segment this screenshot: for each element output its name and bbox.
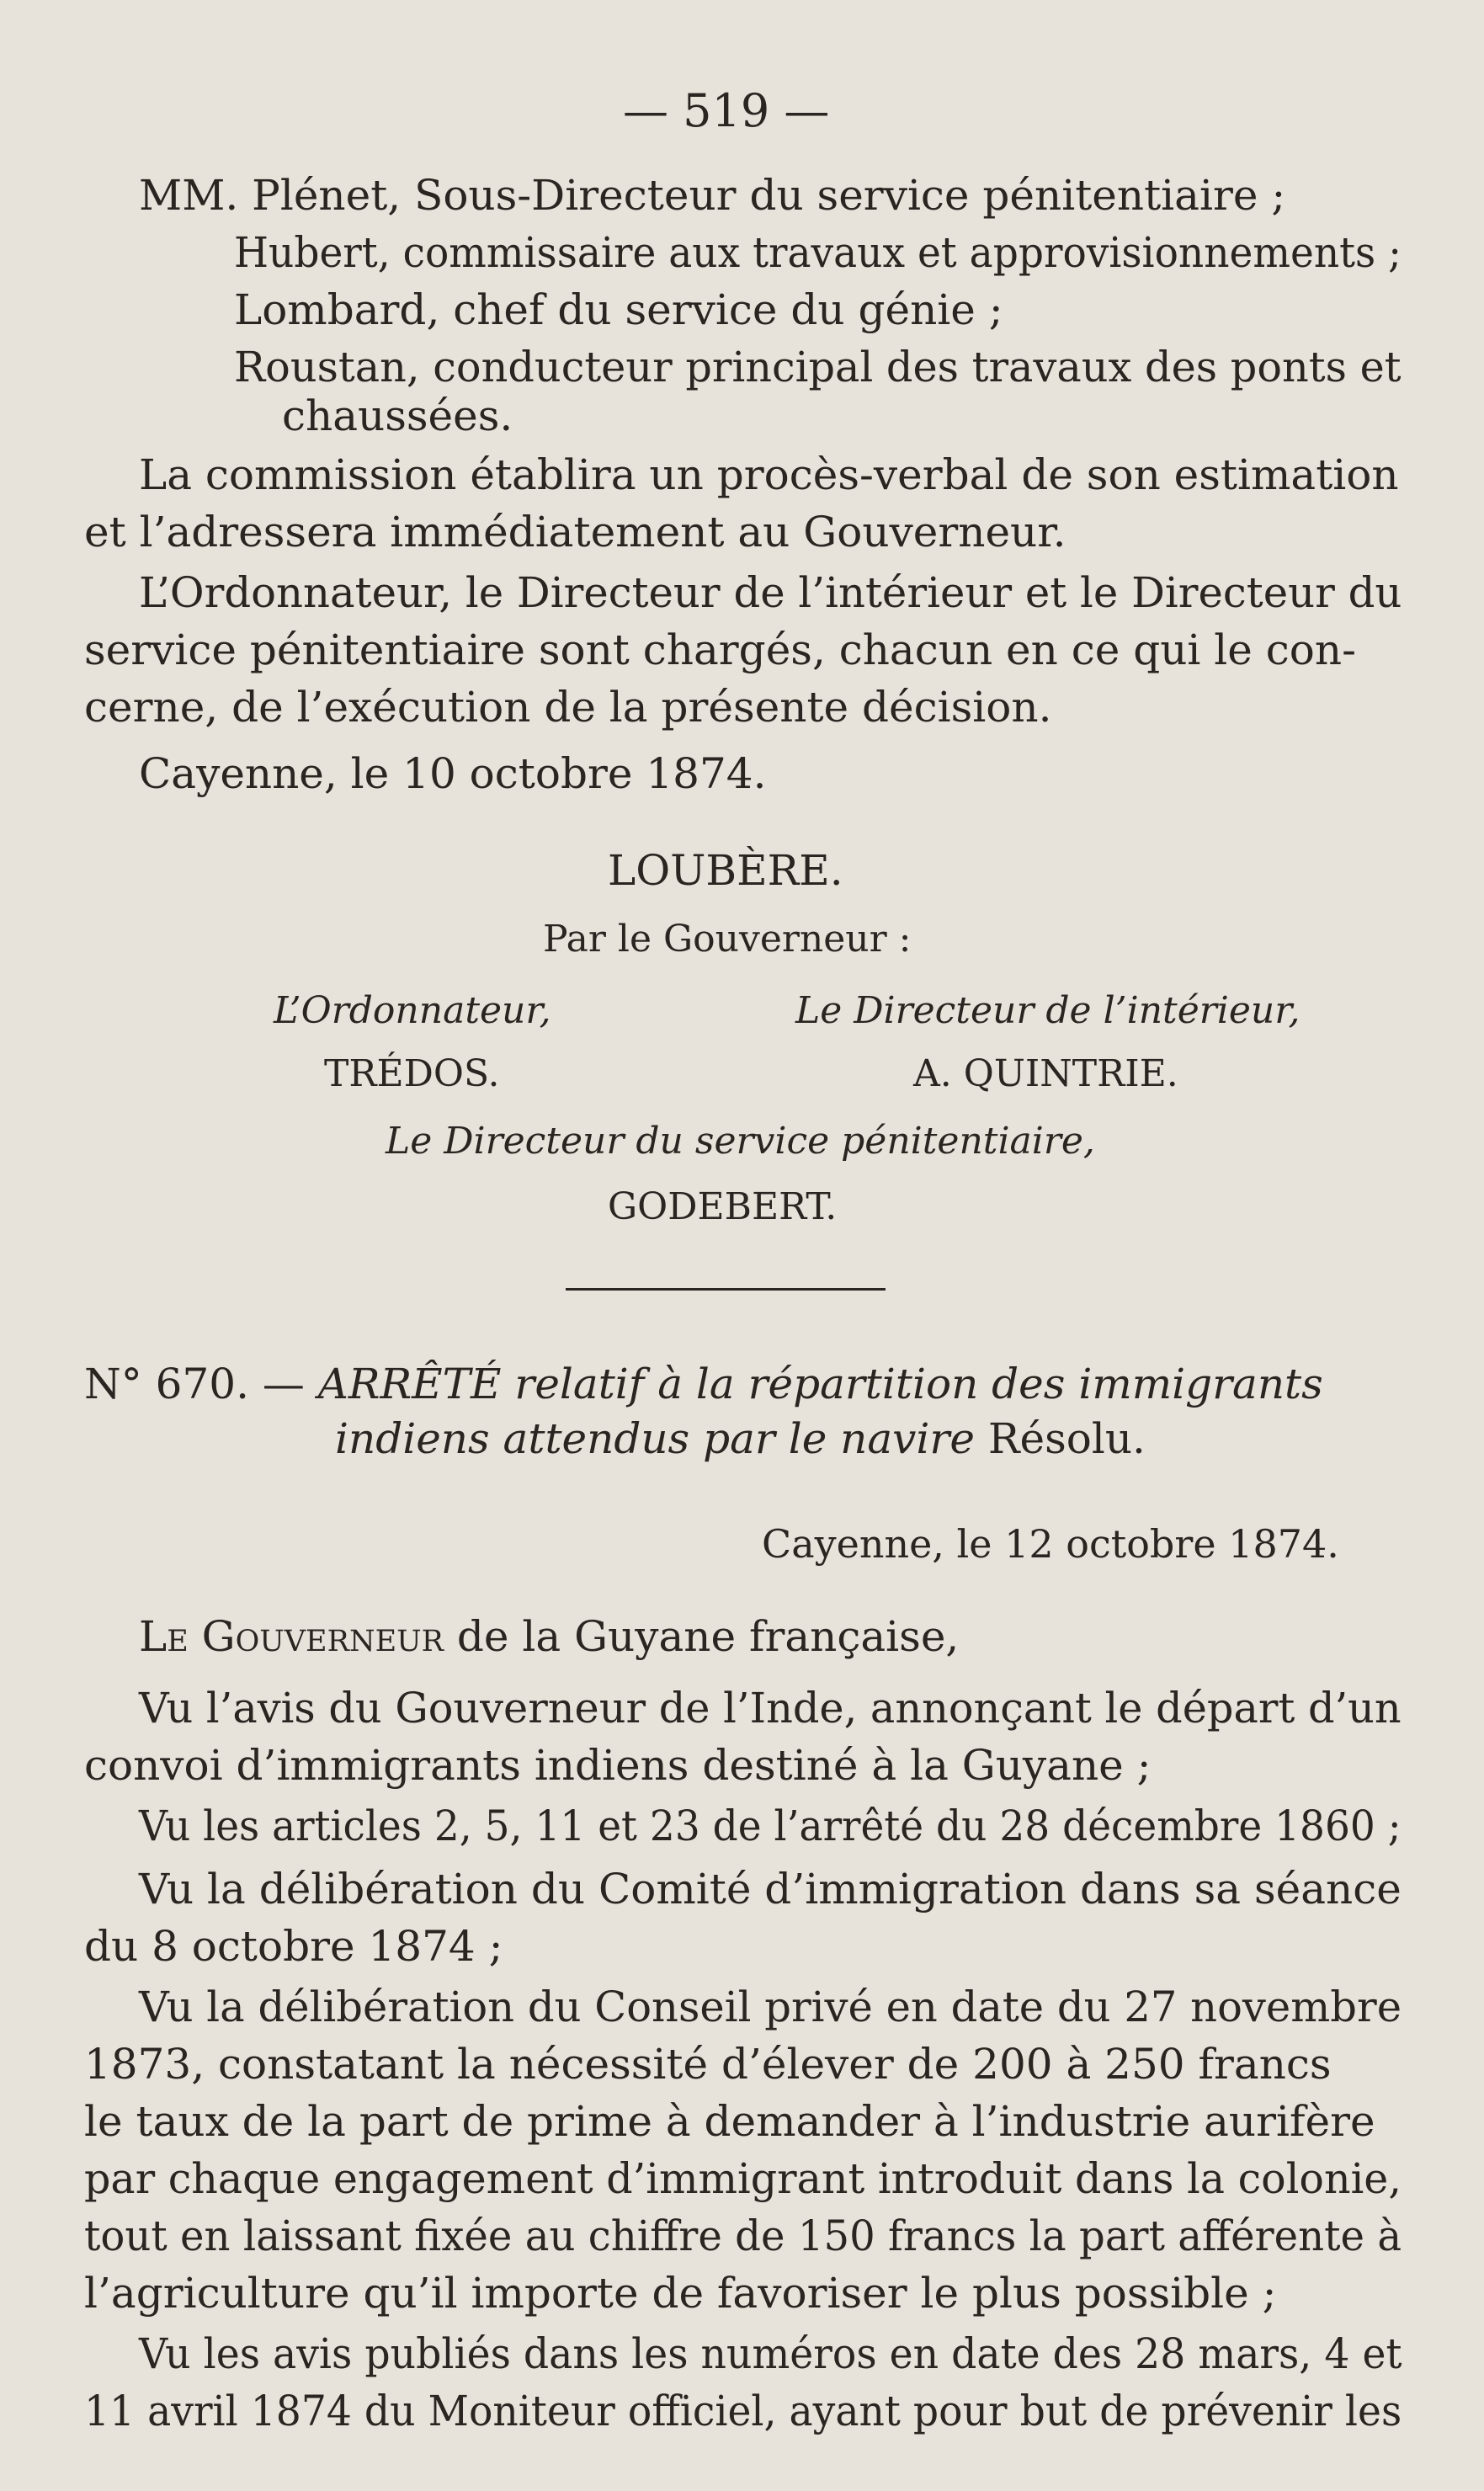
member-line: chaussées. [282, 391, 513, 440]
page-number: — 519 — [623, 84, 830, 137]
vu-line: le taux de la part de prime à demander à l’industrie aurifère [84, 2097, 1375, 2146]
date-line: Cayenne, le 10 octobre 1874. [139, 749, 767, 798]
ordonnateur-title: L’Ordonnateur, [274, 989, 551, 1032]
paragraph-line: service pénitentiaire sont chargés, chacun en ce qui le con- [84, 625, 1356, 674]
par-le-gouverneur: Par le Gouverneur : [543, 918, 912, 961]
arrete-title: ARRÊTÉ relatif à la répartition des immigrants [317, 1360, 1323, 1408]
gouverneur-label: Le Gouverneur [139, 1612, 444, 1661]
arrete-heading-line1 [84, 1355, 1323, 1413]
vu-line: convoi d’immigrants indiens destiné à la Guyane ; [84, 1741, 1152, 1790]
arrete-heading-line2 [335, 1410, 1146, 1467]
separator-rule [566, 1288, 886, 1291]
vu-line: Vu les articles 2, 5, 11 et 23 de l’arrêté du 28 décembre 1860 ; [139, 1802, 1402, 1850]
gouverneur-line [139, 1608, 959, 1665]
paragraph-line: cerne, de l’exécution de la présente décision. [84, 683, 1052, 732]
signatory-name: LOUBÈRE. [608, 846, 843, 895]
arrete-title-cont: indiens attendus par le navire [335, 1414, 975, 1463]
vu-line: l’agriculture qu’il importe de favoriser le plus possible ; [84, 2269, 1277, 2318]
arrete-date: Cayenne, le 12 octobre 1874. [762, 1521, 1339, 1567]
paragraph-line: L’Ordonnateur, le Directeur de l’intérieur et le Directeur du [139, 568, 1402, 617]
directeur-interieur-title: Le Directeur de l’intérieur, [795, 989, 1300, 1032]
vu-line: tout en laissant fixée au chiffre de 150 francs la part afférente à [84, 2212, 1402, 2260]
vu-line: 1873, constatant la nécessité d’élever de 200 à 250 francs [84, 2040, 1332, 2089]
gouverneur-rest: de la Guyane française, [443, 1612, 960, 1661]
vu-line: Vu la délibération du Comité d’immigration dans sa séance [139, 1865, 1402, 1913]
member-line: MM. Plénet, Sous-Directeur du service pénitentiaire ; [139, 171, 1286, 220]
directeur-interieur-name: A. QUINTRIE. [913, 1052, 1178, 1095]
member-line: Hubert, commissaire aux travaux et approvisionnements ; [234, 228, 1402, 277]
paragraph-line: La commission établira un procès-verbal de son estimation [139, 450, 1399, 499]
vu-line: Vu l’avis du Gouverneur de l’Inde, annonçant le départ d’un [139, 1684, 1402, 1733]
directeur-penitentiaire-title: Le Directeur du service pénitentiaire, [386, 1120, 1095, 1163]
vu-line: du 8 octobre 1874 ; [84, 1922, 503, 1971]
vu-line: par chaque engagement d’immigrant introduit dans la colonie, [84, 2154, 1402, 2203]
vu-line: Vu la délibération du Conseil privé en date du 27 novembre [139, 1983, 1402, 2031]
ordonnateur-name: TRÉDOS. [324, 1052, 500, 1095]
directeur-penitentiaire-name: GODEBERT. [608, 1185, 838, 1228]
member-line: Roustan, conducteur principal des travaux des ponts et [234, 343, 1402, 391]
vu-line: Vu les avis publiés dans les numéros en date des 28 mars, 4 et [139, 2329, 1402, 2378]
paragraph-line: et l’adressera immédiatement au Gouverneur. [84, 508, 1066, 556]
ship-name: Résolu. [987, 1414, 1146, 1463]
member-line: Lombard, chef du service du génie ; [234, 285, 1003, 334]
vu-line: 11 avril 1874 du Moniteur officiel, ayant pour but de prévenir les [84, 2387, 1402, 2435]
arrete-number: N° 670. — [84, 1360, 305, 1408]
